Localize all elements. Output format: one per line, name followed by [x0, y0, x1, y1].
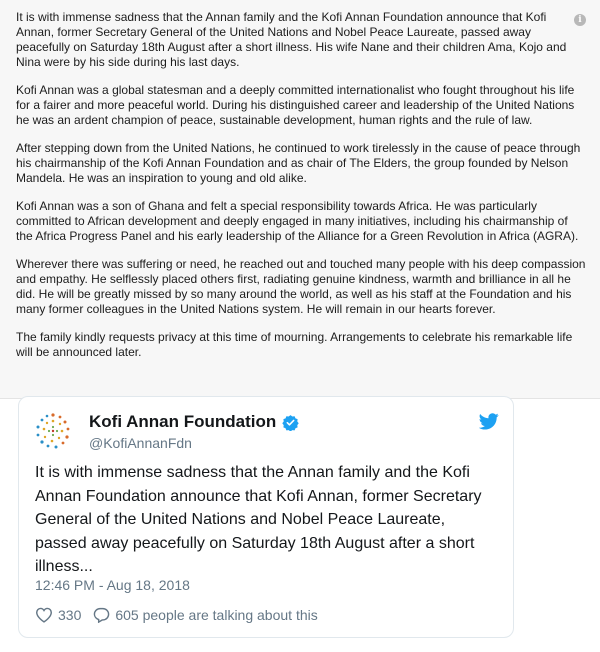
like-button[interactable]	[35, 607, 81, 623]
tweet-timestamp[interactable]: 12:46 PM - Aug 18, 2018	[35, 577, 190, 593]
twitter-bird-icon[interactable]	[479, 413, 499, 430]
conversation-button[interactable]	[93, 607, 317, 623]
statement-paragraph: Kofi Annan was a global statesman and a deeply committed internationalist who fought throughout his life for a fairer and more peaceful world. During his distinguished career and leadership of the United Nations he was an ardent champion of peace, sustainable development, human rights and the rule of law.	[16, 83, 575, 127]
like-count: 330	[58, 607, 82, 623]
foundation-logo[interactable]	[33, 411, 73, 451]
heart-icon	[35, 607, 53, 623]
statement-paragraph: Wherever there was suffering or need, he reached out and touched many people with his deep compassion and empathy. He selflessly placed others first, radiating genuine kindness, warmth and brilliance in all he did. He will be greatly missed by so many around the world, as well as his staff at the Foundation and his many former colleagues in the United Nations system. He will remain in our hearts forever.	[16, 257, 586, 316]
account-name-text[interactable]: Kofi Annan Foundation	[89, 412, 277, 431]
statement-paragraph: The family kindly requests privacy at this time of mourning. Arrangements to celebrate his remarkable life will be announced later.	[16, 330, 573, 359]
statement-paragraph: It is with immense sadness that the Annan family and the Kofi Annan Foundation announce that Kofi Annan, former Secretary General of the United Nations and Nobel Peace Laureate, passed away peacefully on Saturday 18th August after a short illness. His wife Nane and their children Ama, Kojo and Nina were by his side during his last days.	[16, 10, 567, 69]
info-icon[interactable]: i	[574, 14, 586, 26]
embedded-tweet[interactable]	[18, 396, 514, 638]
account-name[interactable]	[89, 412, 299, 432]
tweet-actions	[35, 607, 499, 623]
talking-count: 605 people are talking about this	[115, 607, 318, 623]
statement-paragraph: After stepping down from the United Nations, he continued to work tirelessly in the cause of peace through his chairmanship of the Kofi Annan Foundation and as chair of The Elders, the group founded by Nelson Mandela. He was an inspiration to young and old alike.	[16, 141, 581, 185]
tweet-text: It is with immense sadness that the Annan family and the Kofi Annan Foundation announce that Kofi Annan, former Secretary General of the United Nations and Nobel Peace Laureate, passed away peacefully on Saturday 18th August after a short illness...	[35, 464, 482, 576]
reply-bubble-icon	[93, 607, 110, 623]
verified-icon	[282, 414, 299, 431]
statement-paragraph: Kofi Annan was a son of Ghana and felt a special responsibility towards Africa. He was particularly committed to African development and deeply engaged in many initiatives, including his chairmanship of the Africa Progress Panel and his early leadership of the Alliance for a Green Revolution in Africa (AGRA).	[16, 199, 579, 243]
account-handle[interactable]: @KofiAnnanFdn	[89, 435, 192, 451]
